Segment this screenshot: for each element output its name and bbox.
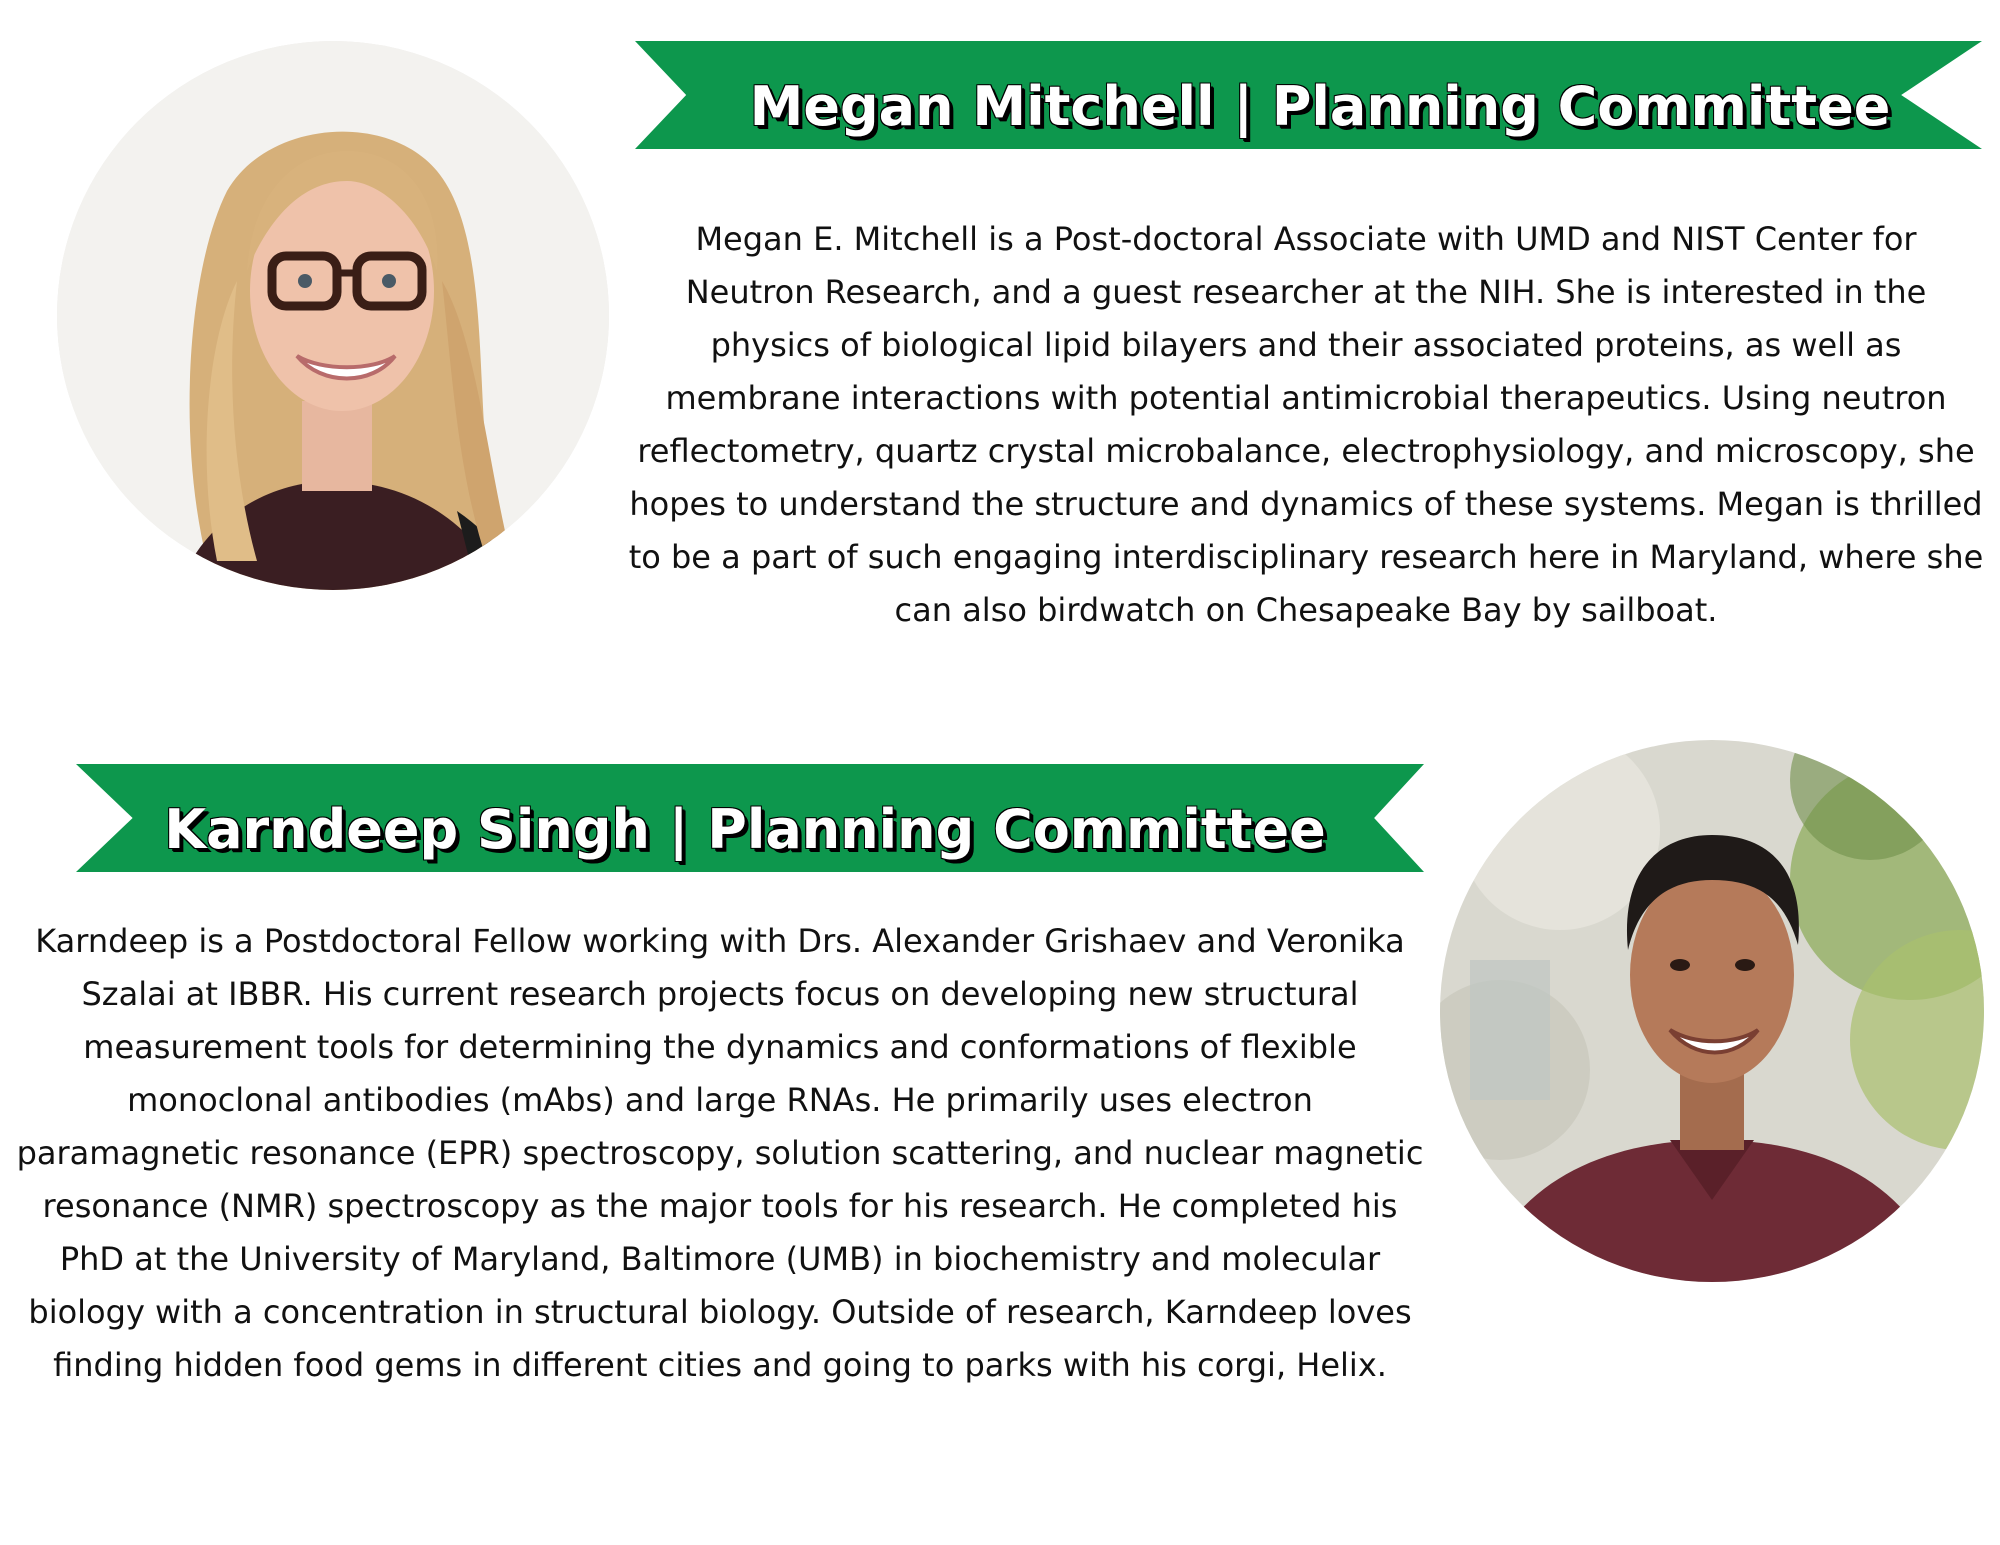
portrait-image bbox=[57, 41, 609, 590]
profile-bio-karndeep-singh: Karndeep is a Postdoctoral Fellow working with Drs. Alexander Grishaev and Veronika Szalai at IBBR. His current research projects focus on developing new structural measurement tools for determining the dynamics and conformations of flexible monoclonal antibodies (mAbs) and large RNAs. He primarily uses electron paramagnetic resonance (EPR) spectroscopy, solution scattering, and nuclear magnetic resonance (NMR) spectroscopy as the major tools for his research. He completed his PhD at the University of Maryland, Baltimore (UMB) in biochemistry and molecular biology with a concentration in structural biology. Outside of research, Karndeep loves finding hidden food gems in different cities and going to parks with his corgi, Helix. bbox=[16, 922, 1424, 1384]
profile-heading-megan-mitchell: Megan Mitchell | Planning Committee bbox=[749, 75, 1891, 138]
profile-photo-karndeep-singh bbox=[1440, 740, 1984, 1282]
profile-heading-karndeep-singh: Karndeep Singh | Planning Committee bbox=[164, 798, 1326, 861]
profile-photo-megan-mitchell bbox=[57, 41, 609, 590]
profile-bio-megan-mitchell: Megan E. Mitchell is a Post-doctoral Associate with UMD and NIST Center for Neutron Research, and a guest researcher at the NIH. She is interested in the physics of biological lipid bilayers and their associated proteins, as well as membrane interactions with potential antimicrobial therapeutics. Using neutron reflectometry, quartz crystal microbalance, electrophysiology, and microscopy, she hopes to understand the structure and dynamics of these systems. Megan is thrilled to be a part of such engaging interdisciplinary research here in Maryland, where she can also birdwatch on Chesapeake Bay by sailboat. bbox=[628, 220, 1984, 629]
portrait-image bbox=[1440, 740, 1984, 1282]
